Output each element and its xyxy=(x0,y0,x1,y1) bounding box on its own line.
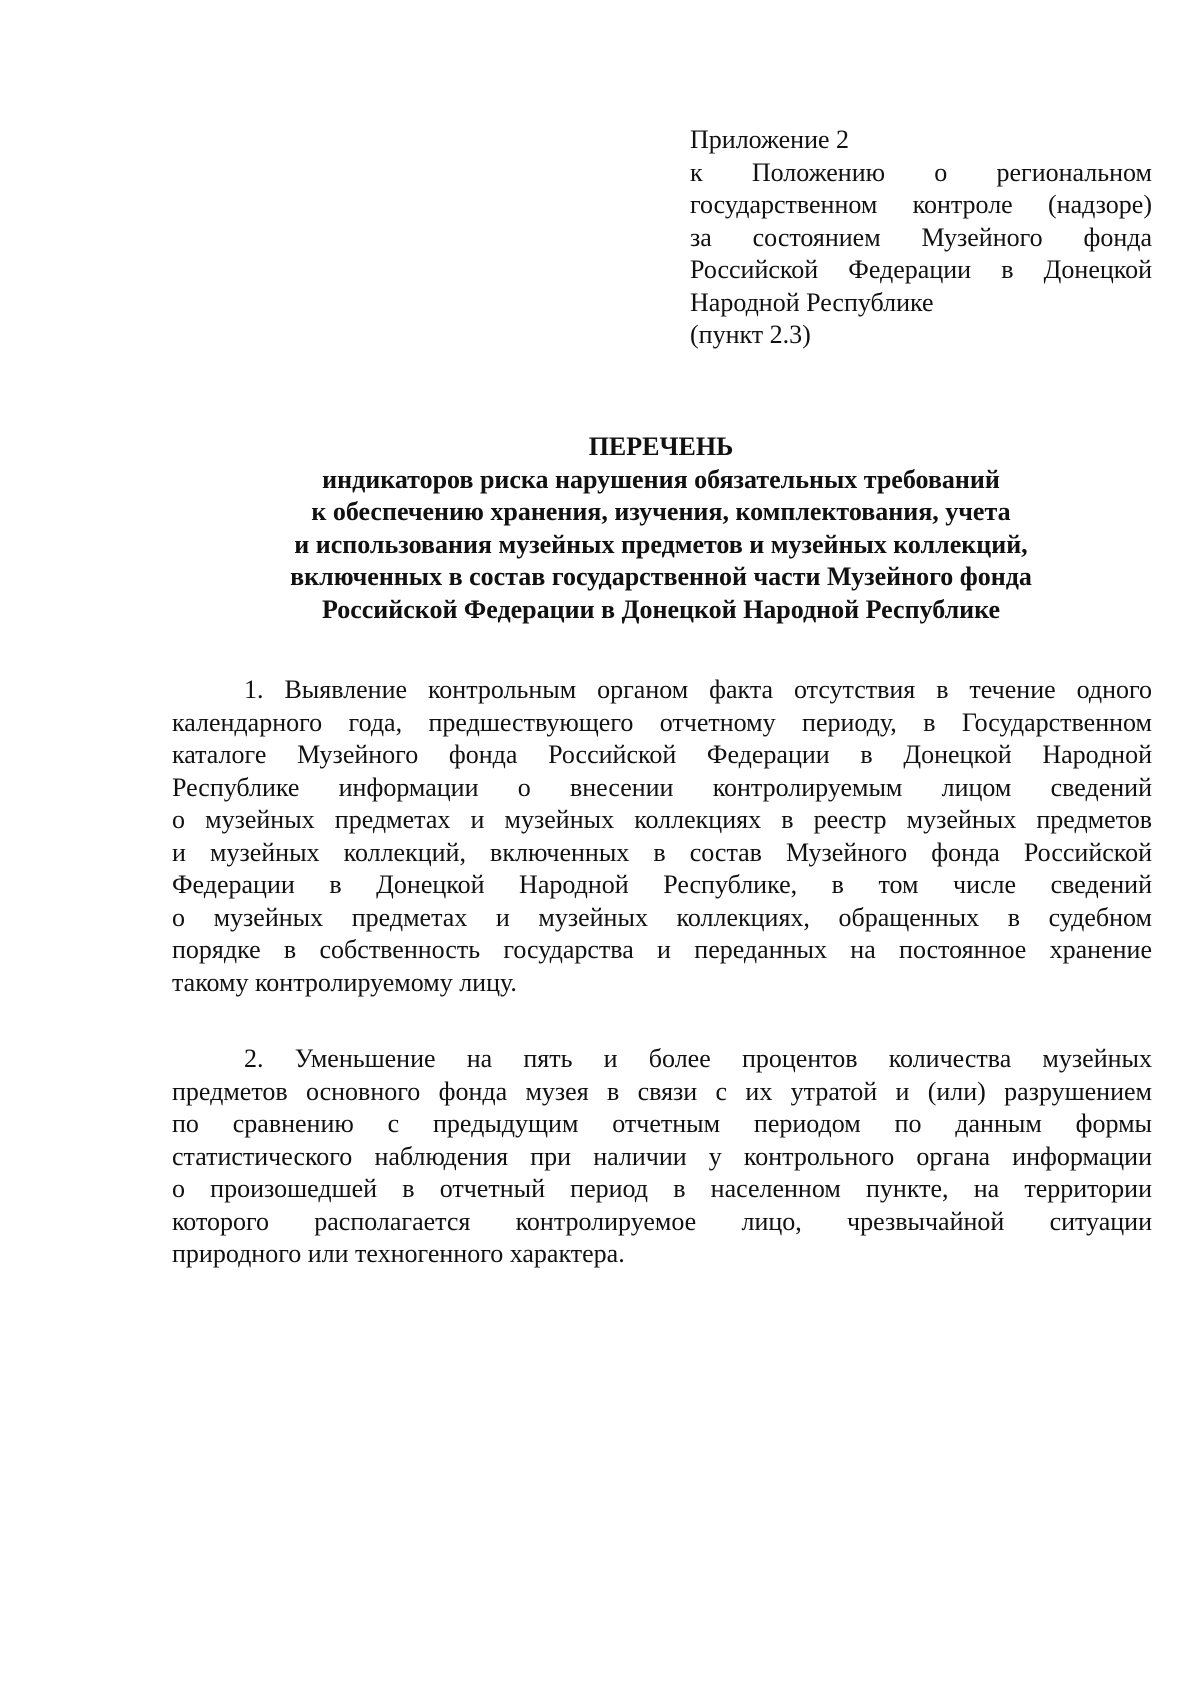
title-line: к обеспечению хранения, изучения, комплектования, учета xyxy=(311,497,1011,526)
appendix-note xyxy=(690,124,1152,352)
paragraph-line: Республике информации о внесении контролируемым лицом сведений xyxy=(172,772,1152,802)
title-line: и использования музейных предметов и музейных коллекций, xyxy=(294,529,1028,559)
appendix-line: Российской Федерации в Донецкой xyxy=(690,255,1152,284)
paragraph-line: природного или техногенного характера. xyxy=(172,1239,625,1268)
paragraph-line: по сравнению с предыдущим отчетным периодом по данным формы xyxy=(172,1109,1152,1138)
indicator-item-1 xyxy=(172,674,1152,999)
appendix-line: к Положению о региональном xyxy=(690,157,1152,187)
appendix-line: (пункт 2.3) xyxy=(690,320,811,349)
title-line: включенных в состав государственной части Музейного фонда xyxy=(290,562,1032,591)
paragraph-line: Федерации в Донецкой Народной Республике, в том числе сведений xyxy=(172,870,1152,899)
appendix-line: государственном контроле (надзоре) xyxy=(690,190,1152,219)
paragraph-line: которого располагается контролируемое лицо, чрезвычайной ситуации xyxy=(172,1206,1152,1236)
paragraph-line: такому контролируемому лицу. xyxy=(172,967,517,997)
title-heading: ПЕРЕЧЕНЬ xyxy=(588,432,734,461)
paragraph-line: о музейных предметах и музейных коллекциях в реестр музейных предметов xyxy=(172,805,1152,834)
appendix-line: Приложение 2 xyxy=(690,125,850,154)
paragraph-line: о музейных предметах и музейных коллекциях, обращенных в судебном xyxy=(172,902,1152,932)
paragraph-line: каталоге Музейного фонда Российской Федерации в Донецкой Народной xyxy=(172,740,1152,769)
paragraph-line: календарного года, предшествующего отчетному периоду, в Государственном xyxy=(172,707,1152,737)
title-line: Российской Федерации в Донецкой Народной Республике xyxy=(321,594,1001,624)
paragraph-line: 1. Выявление контрольным органом факта отсутствия в течение одного xyxy=(244,675,1152,704)
paragraph-line: 2. Уменьшение на пять и более процентов количества музейных xyxy=(244,1044,1152,1073)
indicator-item-2 xyxy=(172,1043,1152,1271)
document-title xyxy=(170,431,1152,626)
title-line: индикаторов риска нарушения обязательных требований xyxy=(322,464,1000,494)
appendix-line: за состоянием Музейного фонда xyxy=(690,222,1152,252)
paragraph-line: предметов основного фонда музея в связи с их утратой и (или) разрушением xyxy=(172,1076,1152,1106)
paragraph-line: статистического наблюдения при наличии у контрольного органа информации xyxy=(172,1141,1152,1171)
paragraph-line: порядке в собственность государства и переданных на постоянное хранение xyxy=(172,935,1152,964)
paragraph-line: о произошедшей в отчетный период в населенном пункте, на территории xyxy=(172,1174,1152,1203)
paragraph-line: и музейных коллекций, включенных в состав Музейного фонда Российской xyxy=(172,837,1152,867)
appendix-line: Народной Республике xyxy=(690,287,934,317)
